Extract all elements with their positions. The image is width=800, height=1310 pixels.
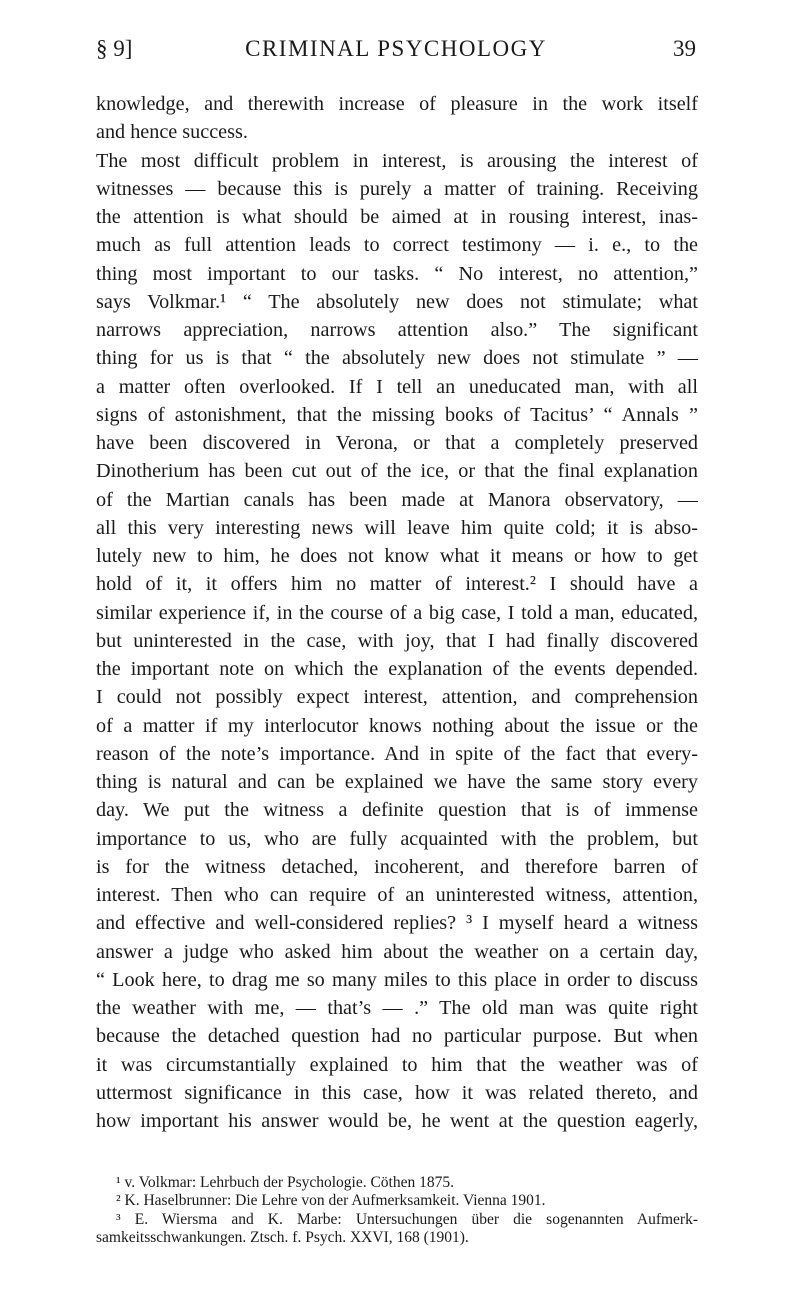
page-number: 39 (673, 36, 696, 61)
text-line: because the detached question had no particular purpose. But when (96, 1025, 698, 1048)
text-line: the attention is what should be aimed at in rousing interest, inas- (96, 206, 698, 228)
footnote: ¹ v. Volkmar: Lehrbuch der Psychologie. Cöthen 1875. (116, 1174, 454, 1191)
text-line: is for the witness detached, incoherent, and therefore barren of (96, 855, 698, 878)
text-line: the important note on which the explanation of the events depended. (96, 658, 698, 680)
text-line: much as full attention leads to correct testimony — i. e., to the (96, 234, 698, 257)
section-marker: § 9] (96, 36, 133, 61)
text-line: how important his answer would be, he went at the question eagerly, (96, 1110, 698, 1132)
text-line: witnesses — because this is purely a matter of training. Receiving (96, 177, 698, 200)
text-line: a matter often overlooked. If I tell an uneducated man, with all (96, 375, 698, 398)
text-line: but uninterested in the case, with joy, that I had finally discovered (96, 629, 698, 652)
text-line: I could not possibly expect interest, attention, and comprehension (96, 686, 698, 709)
text-line: all this very interesting news will leave him quite cold; it is abso- (96, 516, 698, 539)
text-line: signs of astonishment, that the missing books of Tacitus’ “ Annals ” (96, 403, 698, 426)
text-line: thing most important to our tasks. “ No interest, no attention,” (96, 262, 698, 285)
text-line: “ Look here, to drag me so many miles to this place in order to discuss (96, 968, 698, 991)
text-line: hold of it, it offers him no matter of interest.² I should have a (96, 573, 698, 596)
text-line: of the Martian canals has been made at Manora observatory, — (96, 488, 698, 511)
footnote: ³ E. Wiersma and K. Marbe: Untersuchungen über die sogenannten Aufmerk- (116, 1210, 698, 1228)
text-line: it was circumstantially explained to him that the weather was of (96, 1053, 698, 1076)
text-line: lutely new to him, he does not know what it means or how to get (96, 545, 698, 567)
footnote: ² K. Haselbrunner: Die Lehre von der Aufmerksamkeit. Vienna 1901. (116, 1192, 546, 1210)
text-line: and effective and well-considered replies? ³ I myself heard a witness (96, 912, 698, 935)
footnotes (96, 1174, 698, 1248)
text-line: importance to us, who are fully acquainted with the problem, but (96, 827, 698, 850)
text-line: thing for us is that “ the absolutely new does not stimulate ” — (96, 347, 698, 370)
text-line: thing is natural and can be explained we have the same story every (96, 771, 698, 793)
text-line: similar experience if, in the course of a big case, I told a man, educated, (96, 601, 698, 624)
text-line: The most difficult problem in interest, is arousing the interest of (96, 149, 698, 172)
running-header (96, 36, 696, 70)
text-line: uttermost significance in this case, how it was related thereto, and (96, 1081, 698, 1104)
text-line: reason of the note’s importance. And in spite of the fact that every- (96, 742, 698, 765)
text-line: day. We put the witness a definite question that is of immense (96, 799, 698, 822)
body-text (96, 90, 698, 1135)
text-line: interest. Then who can require of an uninterested witness, attention, (96, 884, 698, 906)
text-line: of a matter if my interlocutor knows nothing about the issue or the (96, 714, 698, 737)
footnote-continuation: samkeitsschwankungen. Ztsch. f. Psych. XXVI, 168 (1901). (96, 1229, 469, 1247)
text-line: the weather with me, — that’s — .” The old man was quite right (96, 997, 698, 1019)
text-line: answer a judge who asked him about the weather on a certain day, (96, 940, 698, 963)
text-line: Dinotherium has been cut out of the ice, or that the final explanation (96, 460, 698, 483)
text-line: knowledge, and therewith increase of pleasure in the work itself (96, 93, 698, 115)
text-line: narrows appreciation, narrows attention also.” The significant (96, 319, 698, 341)
text-line: says Volkmar.¹ “ The absolutely new does not stimulate; what (96, 290, 698, 313)
running-title: CRIMINAL PSYCHOLOGY (245, 36, 547, 61)
text-line: and hence success. (96, 121, 248, 144)
text-line: have been discovered in Verona, or that a completely preserved (96, 432, 698, 454)
